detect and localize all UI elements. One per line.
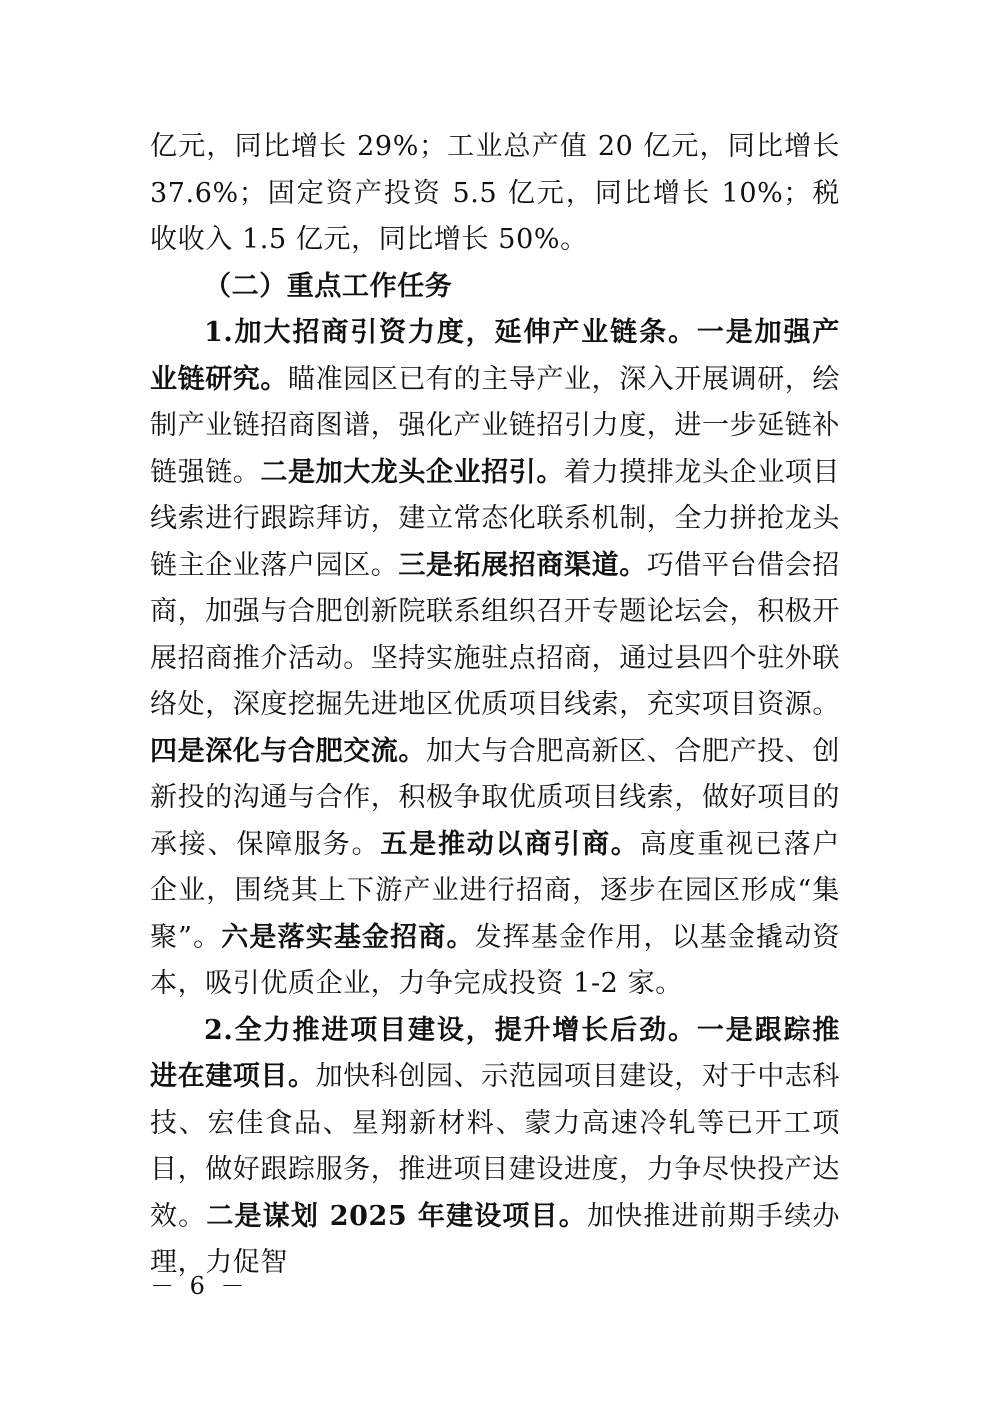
bold-run: 2.全力推进项目建设，提升增长后劲。一是跟踪推进在建项目。	[150, 1014, 840, 1092]
text-run: 发挥基金作用，以基金撬动资本，吸引优质企业，力争完成投资 1-2 家。	[150, 921, 840, 999]
bold-run: 1.加大招商引资力度，延伸产业链条。一是加强产业链研究。	[150, 317, 840, 395]
page-number: － 6 －	[150, 1272, 249, 1300]
body-paragraph	[150, 124, 840, 264]
bold-run: 三是拓展招商渠道。	[398, 549, 647, 581]
bold-run: 四是深化与合肥交流。	[150, 735, 426, 767]
bold-run: 二是加大龙头企业招引。	[260, 456, 565, 488]
section-heading	[150, 264, 840, 311]
text-run: 巧借平台借会招商，加强与合肥创新院联系组织召开专题论坛会，积极开展招商推介活动。坚持实施驻点招商，通过县四个驻外联络处，深度挖掘先进地区优质项目线索，充实项目资源。	[150, 549, 841, 720]
bold-run: 五是推动以商引商。	[380, 828, 640, 860]
text-run: 加大与合肥高新区、合肥产投、创新投的沟通与合作，积极争取优质项目线索，做好项目的承接、保障服务。	[150, 735, 840, 860]
document-body	[150, 124, 840, 1287]
text-run: 高度重视已落户企业，围绕其上下游产业进行招商，逐步在园区形成“集聚”。	[150, 828, 841, 953]
bold-run: 六是落实基金招商。	[221, 921, 475, 953]
text-run: 加快科创园、示范园项目建设，对于中志科技、宏佳食品、星翔新材料、蒙力高速冷轧等已开工项目，做好跟踪服务，推进项目建设进度，力争尽快投产达效。	[150, 1061, 841, 1232]
body-paragraph	[150, 310, 840, 1008]
text-run: 瞄准园区已有的主导产业，深入开展调研，绘制产业链招商图谱，强化产业链招引力度，进一步延链补链强链。	[150, 363, 840, 488]
body-paragraph	[150, 1008, 840, 1287]
text-run: 亿元，同比增长 29%；工业总产值 20 亿元，同比增长 37.6%；固定资产投资 5.5 亿元，同比增长 10%；税收收入 1.5 亿元，同比增长 50%。	[150, 131, 840, 255]
bold-run: （二）重点工作任务	[204, 270, 453, 302]
text-run: 加快推进前期手续办理，力促智	[150, 1200, 841, 1278]
bold-run: 二是谋划 2025 年建设项目。	[206, 1200, 587, 1232]
text-run: 着力摸排龙头企业项目线索进行跟踪拜访，建立常态化联系机制，全力拼抢龙头链主企业落户园区。	[150, 456, 841, 581]
